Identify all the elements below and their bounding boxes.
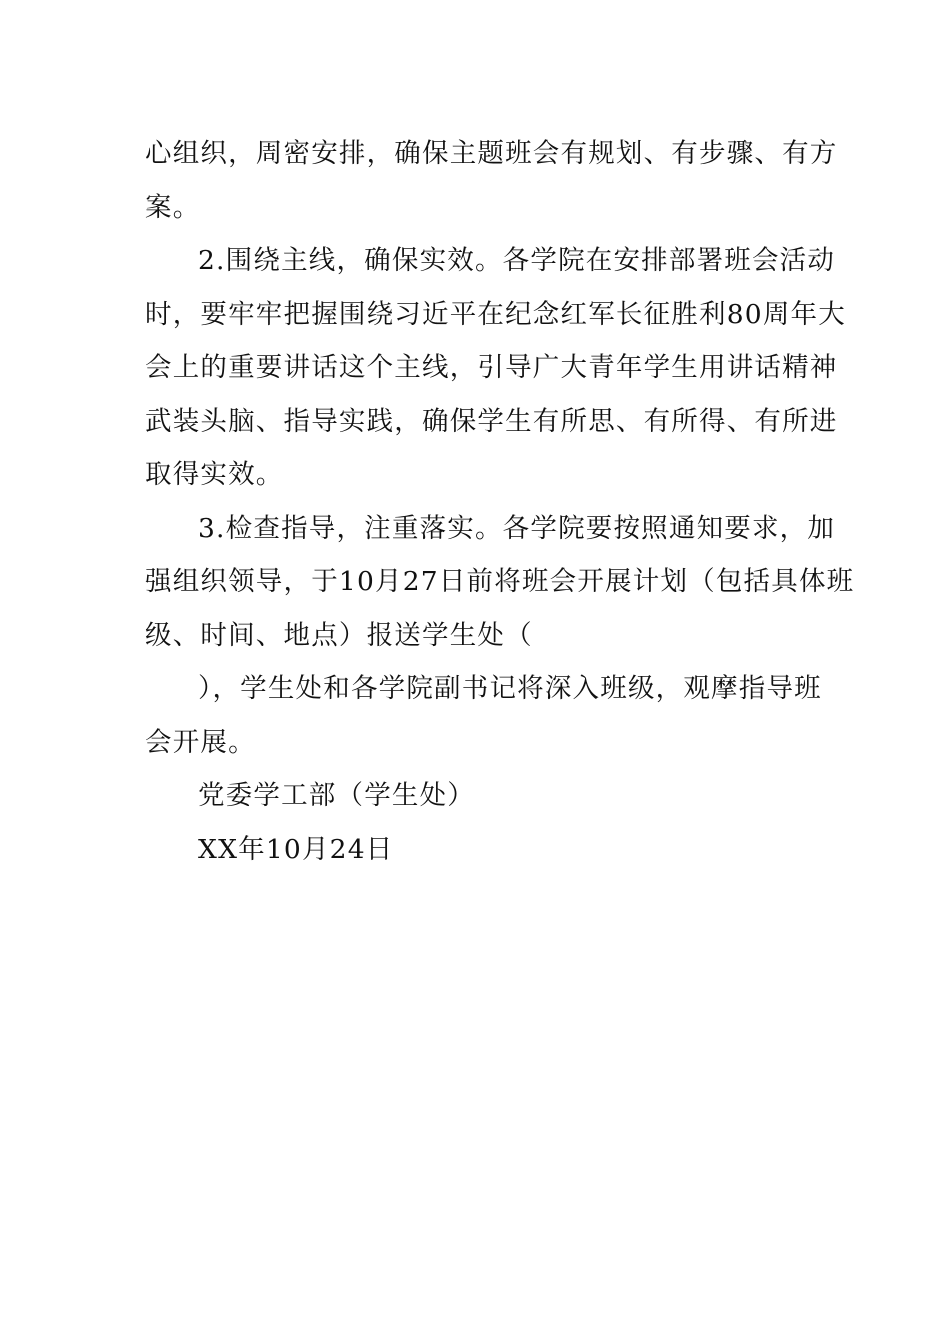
paragraph-line: 2.围绕主线，确保实效。各学院在安排部署班会活动 <box>198 245 836 276</box>
signature-date: XX年10月24日 <box>198 833 394 865</box>
paragraph-line: 武装头脑、指导实践，确保学生有所思、有所得、有所进 <box>145 405 838 437</box>
paragraph-line: 心组织，周密安排，确保主题班会有规划、有步骤、有方 <box>145 138 838 169</box>
paragraph-line: 强组织领导，于10月27日前将班会开展计划（包括具体班 <box>145 566 855 597</box>
paragraph-line: 会上的重要讲话这个主线，引导广大青年学生用讲话精神 <box>145 352 838 383</box>
paragraph-line: 3.检查指导，注重落实。各学院要按照通知要求，加 <box>198 512 836 544</box>
document-body <box>145 127 855 876</box>
paragraph-line: 级、时间、地点）报送学生处（ <box>145 619 533 651</box>
paragraph-line: 时，要牢牢把握围绕习近平在纪念红军长征胜利80周年大 <box>145 298 846 330</box>
paragraph-line: ），学生处和各学院副书记将深入班级，观摩指导班 <box>198 673 822 704</box>
paragraph-line: 会开展。 <box>145 726 256 758</box>
signature-department: 党委学工部（学生处） <box>198 780 475 811</box>
paragraph-line: 案。 <box>145 191 201 223</box>
paragraph-line: 取得实效。 <box>145 459 284 490</box>
